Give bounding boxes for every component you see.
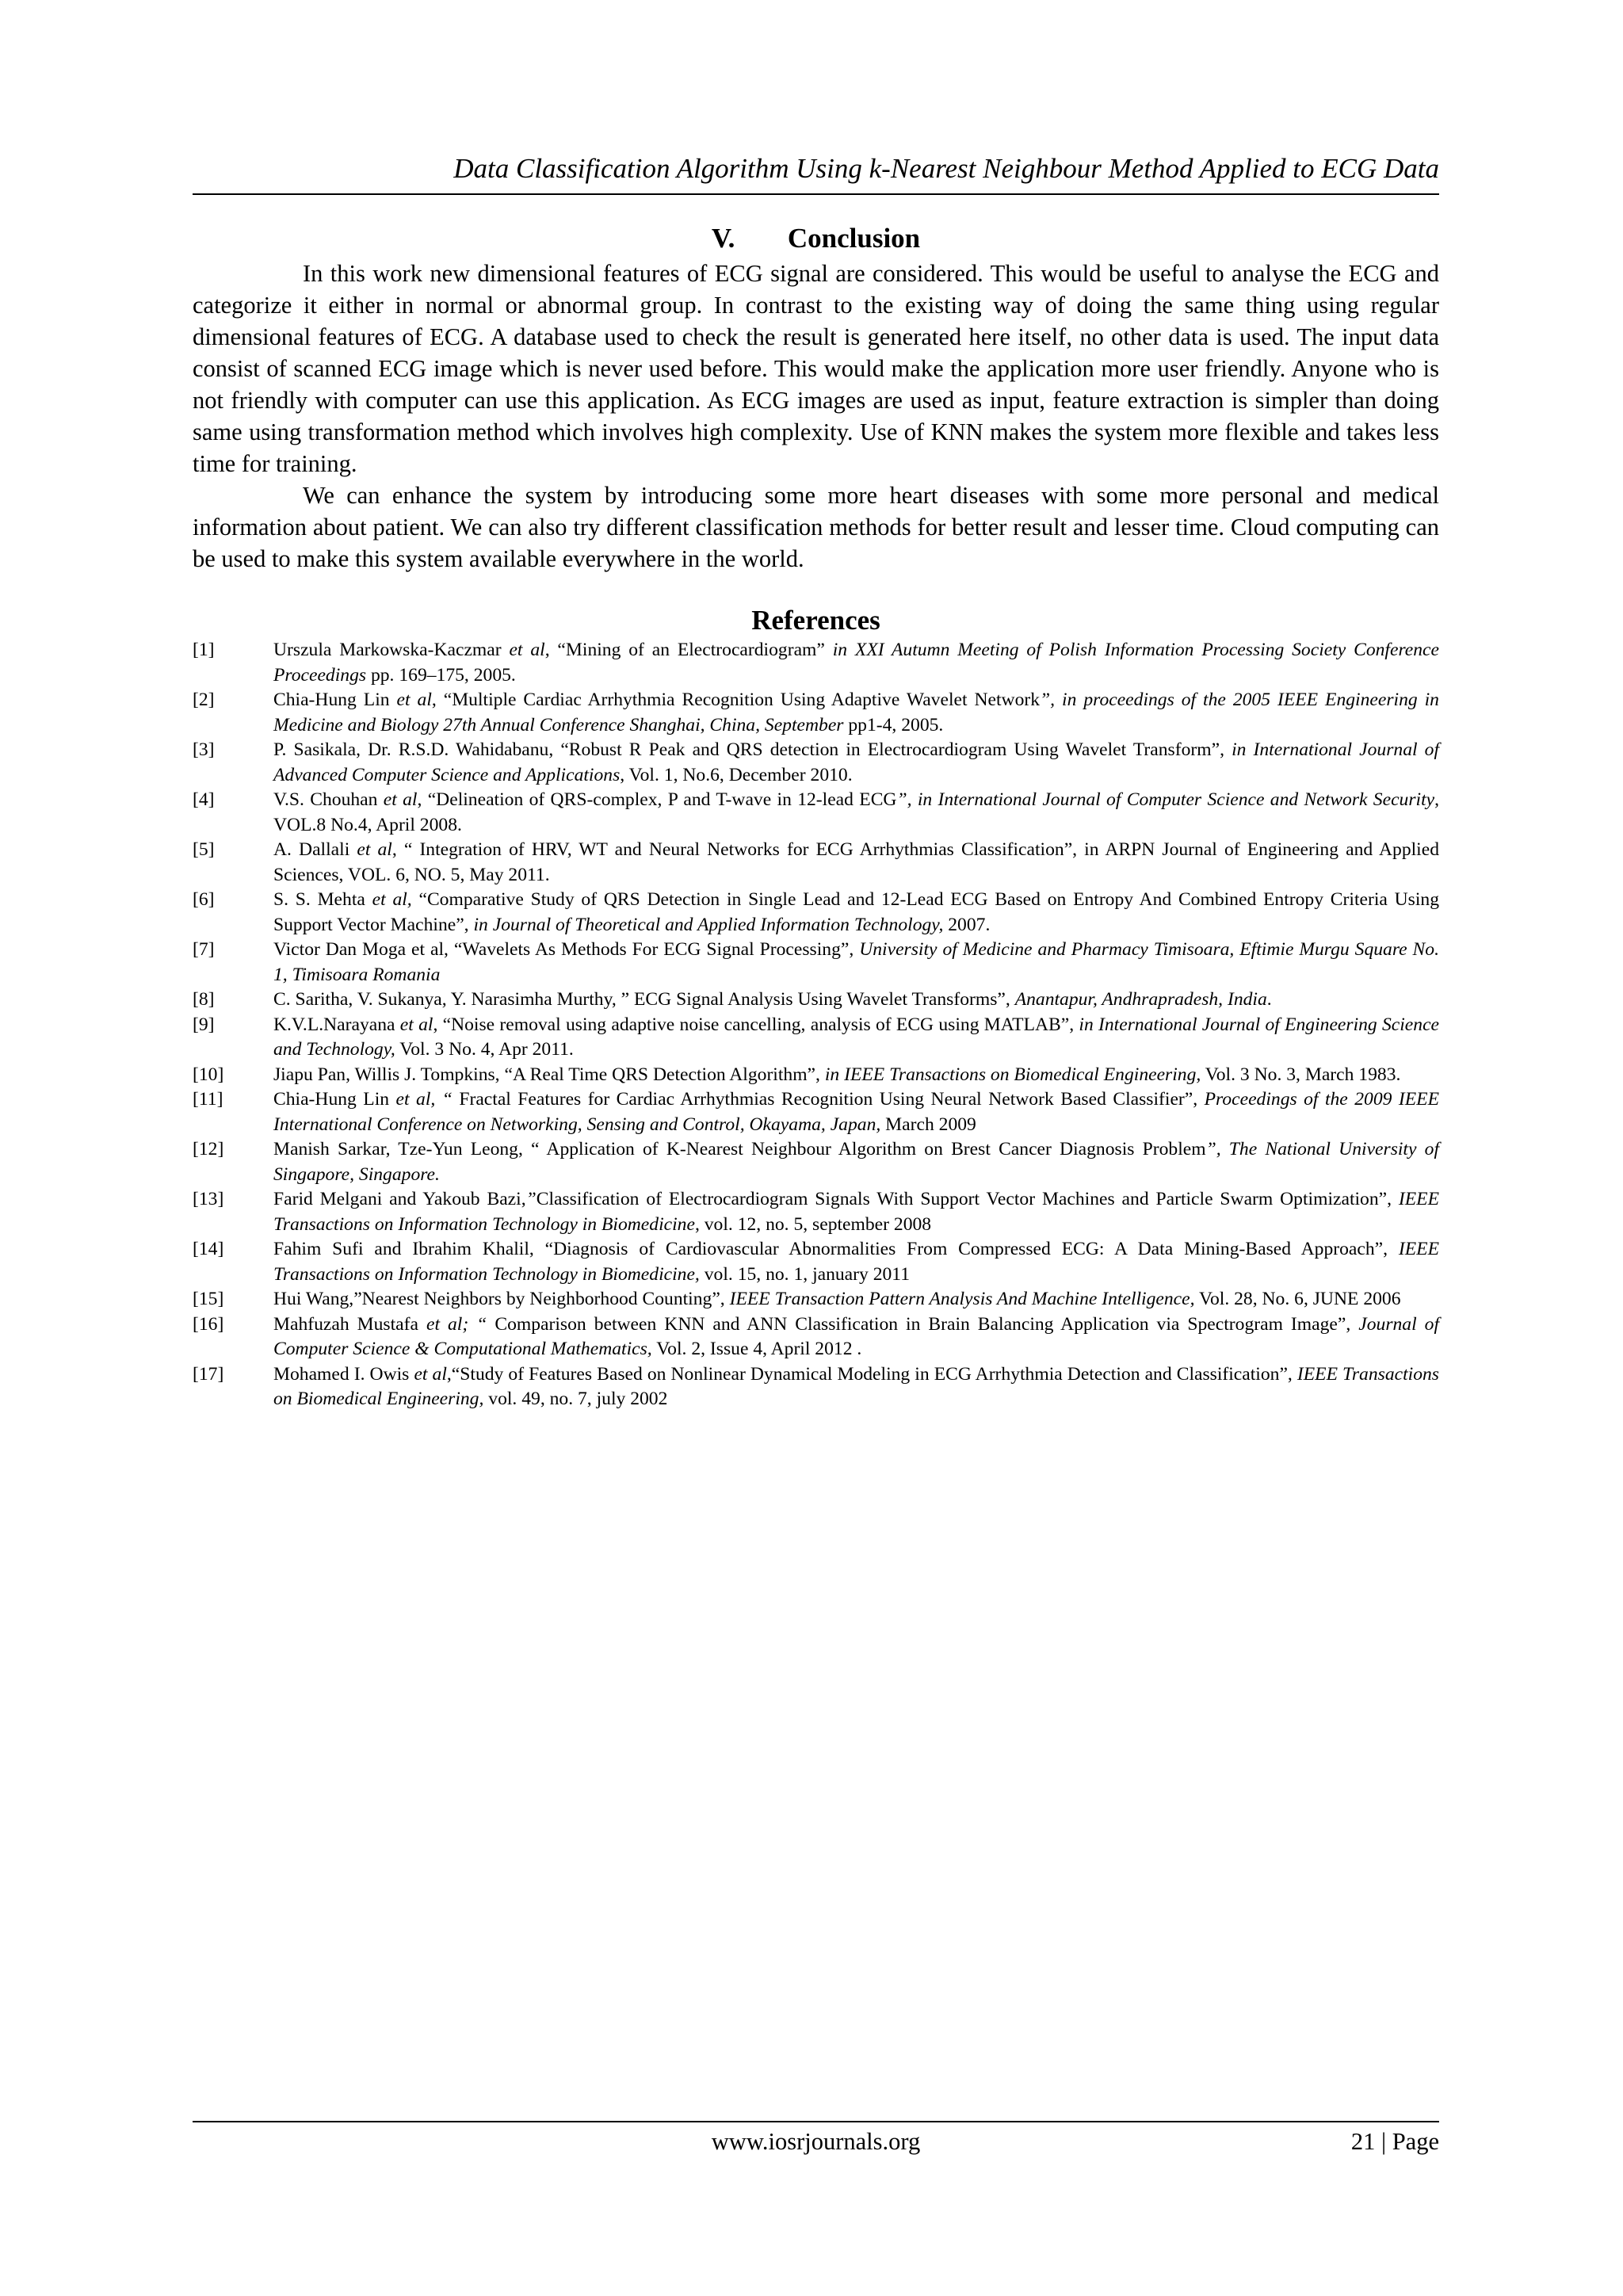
reference-text	[273, 738, 1439, 788]
reference-text	[273, 788, 1439, 838]
reference-segment: pp1-4, 2005.	[843, 714, 944, 735]
reference-text	[273, 1312, 1439, 1362]
reference-text	[273, 1013, 1439, 1063]
conclusion-paragraph: We can enhance the system by introducing some more heart diseases with some more personal and medical information about patient. We can also try different classification methods for better result and lesser time. Cloud computing can be used to make this system available everywhere in the world.	[193, 482, 1439, 572]
reference-segment: “Comparative Study of QRS Detection in Single Lead and 12-Lead ECG Based on Entropy And Combined Entropy Criteria Using Support Vector Machine”,	[273, 889, 1439, 935]
reference-segment: , “Mining of an Electrocardiogram”	[544, 640, 833, 660]
reference-italic-segment: IEEE Transaction Pattern Analysis And Machine Intelligence,	[729, 1289, 1195, 1309]
reference-text	[273, 1287, 1439, 1312]
reference-number: [5]	[193, 839, 215, 860]
reference-item	[193, 688, 1439, 738]
reference-list	[193, 638, 1439, 1412]
reference-italic-segment: University of Medicine and Pharmacy Timisoara, Eftimie Murgu Square No. 1, Timisoara Romania	[273, 939, 1439, 985]
reference-segment: Victor Dan Moga et al, “Wavelets As Methods For ECG Signal Processing”,	[273, 939, 860, 960]
section-title: Conclusion	[787, 223, 921, 254]
reference-segment: S. S. Mehta	[273, 889, 372, 910]
reference-text	[273, 1087, 1439, 1137]
reference-item	[193, 1063, 1439, 1088]
reference-italic-segment: IEEE Transactions on Information Technology in Biomedicine	[273, 1189, 1439, 1235]
reference-segment: Comparison between KNN and ANN Classification in Brain Balancing Application via Spectrogram Image”,	[487, 1313, 1359, 1335]
reference-italic-segment: ”, The National University of Singapore, Singapore.	[273, 1139, 1439, 1185]
reference-item	[193, 788, 1439, 838]
reference-segment: , “Delineation of QRS-complex, P and T-wave in 12-lead ECG	[417, 789, 897, 810]
reference-number: [13]	[193, 1189, 224, 1209]
reference-item	[193, 1287, 1439, 1312]
reference-segment: Vol. 2, Issue 4, April 2012 .	[651, 1339, 862, 1359]
reference-italic-segment: et al	[399, 1014, 433, 1035]
reference-text	[273, 938, 1439, 988]
reference-item	[193, 1137, 1439, 1187]
reference-text	[273, 1187, 1439, 1237]
reference-number: [10]	[193, 1064, 224, 1085]
reference-italic-segment: in Journal of Theoretical and Applied Information Technology,	[473, 914, 944, 935]
reference-italic-segment: Journal of Computer Science & Computational Mathematics,	[273, 1313, 1440, 1359]
reference-text	[273, 638, 1439, 688]
reference-segment: V.S. Chouhan	[273, 789, 384, 810]
reference-text	[273, 1137, 1439, 1187]
reference-item	[193, 938, 1439, 988]
reference-italic-segment: et al	[414, 1363, 447, 1385]
footer-url: www.iosrjournals.org	[711, 2128, 921, 2155]
reference-item	[193, 988, 1439, 1013]
reference-segment: Chia-Hung Lin	[273, 1089, 396, 1110]
reference-segment: pp. 169–175, 2005.	[366, 664, 516, 686]
reference-italic-segment: ”, in International Journal of Computer Science and Network Security	[896, 789, 1435, 810]
reference-segment: .	[1266, 989, 1272, 1010]
reference-text	[273, 888, 1439, 938]
reference-italic-segment: in International Journal of Engineering Science and Technology,	[273, 1014, 1440, 1060]
reference-italic-segment: in XXI Autumn Meeting of Polish Information Processing Society Conference Proceedings	[273, 640, 1439, 686]
reference-segment: Hui Wang,”Nearest Neighbors by Neighborhood Counting”,	[273, 1289, 730, 1309]
reference-italic-segment: in IEEE Transactions on Biomedical Engineering,	[824, 1064, 1201, 1085]
reference-segment: , vol. 12, no. 5, september 2008	[694, 1213, 932, 1235]
reference-segment: Farid Melgani and Yakoub Bazi,	[273, 1189, 526, 1209]
reference-segment: Mohamed I. Owis	[273, 1363, 414, 1385]
reference-segment: vol. 49, no. 7, july 2002	[483, 1389, 668, 1409]
reference-segment: Fractal Features for Cardiac Arrhythmias Recognition Using Neural Network Based Classifier”,	[452, 1089, 1205, 1110]
reference-italic-segment: et al, “	[395, 1089, 453, 1110]
reference-text	[273, 1237, 1439, 1287]
reference-italic-segment: in International Journal of Advanced Computer Science and Applications	[273, 739, 1439, 785]
reference-italic-segment: Anantapur, Andhrapradesh, India	[1014, 989, 1267, 1010]
section-heading	[193, 222, 1439, 255]
reference-text	[273, 688, 1439, 738]
reference-segment: , “Noise removal using adaptive noise cancelling, analysis of ECG using MATLAB”,	[433, 1014, 1079, 1035]
conclusion-body	[193, 258, 1439, 575]
running-header: Data Classification Algorithm Using k-Nearest Neighbour Method Applied to ECG Data	[453, 153, 1439, 184]
reference-text	[273, 988, 1439, 1013]
reference-segment: vol. 15, no. 1, january 2011	[699, 1263, 911, 1285]
reference-segment: Jiapu Pan, Willis J. Tompkins, “A Real Time QRS Detection Algorithm”,	[273, 1064, 825, 1085]
reference-segment: , Vol. 1, No.6, December 2010.	[620, 764, 853, 785]
conclusion-paragraph: In this work new dimensional features of ECG signal are considered. This would be useful to analyse the ECG and categorize it either in normal or abnormal group. In contrast to the existing way of doing the same thing using regular dimensional features of ECG. A database used to check the result is generated here itself, no other data is used. The input data consist of scanned ECG image which is never used before. This would make the application more user friendly. Anyone who is not friendly with computer can use this application. As ECG images are used as input, feature extraction is simpler than doing same using transformation method which involves high complexity. Use of KNN makes the system more flexible and takes less time for training.	[193, 260, 1439, 477]
reference-number: [2]	[193, 690, 215, 710]
reference-text	[273, 1063, 1439, 1088]
reference-item	[193, 638, 1439, 688]
reference-item	[193, 888, 1439, 938]
reference-segment: , “Multiple Cardiac Arrhythmia Recognition Using Adaptive Wavelet Network	[431, 690, 1041, 710]
reference-segment: , “ Integration of HRV, WT and Neural Networks for ECG Arrhythmias Classification”, in ARPN Journal of Engineering and Applied Sciences, VOL. 6, NO. 5, May 2011.	[273, 839, 1440, 885]
reference-italic-segment: ”	[525, 1189, 537, 1209]
reference-segment: Chia-Hung Lin	[273, 690, 397, 710]
reference-item	[193, 1187, 1439, 1237]
reference-italic-segment: Proceedings of the 2009 IEEE International Conference on Networking, Sensing and Control, Okayama, Japan,	[273, 1089, 1439, 1135]
reference-number: [7]	[193, 939, 215, 960]
reference-segment: P. Sasikala, Dr. R.S.D. Wahidabanu, “Robust R Peak and QRS detection in Electrocardiogram Using Wavelet Transform”,	[273, 739, 1232, 760]
reference-number: [9]	[193, 1014, 215, 1035]
section-number: V.	[711, 223, 735, 254]
reference-item	[193, 1362, 1439, 1412]
reference-number: [8]	[193, 989, 215, 1010]
reference-segment: Vol. 3 No. 3, March 1983.	[1201, 1064, 1401, 1085]
reference-item	[193, 738, 1439, 788]
reference-segment: C. Saritha, V. Sukanya, Y. Narasimha Murthy, ” ECG Signal Analysis Using Wavelet Transforms”,	[273, 989, 1015, 1010]
page-number: 21 | Page	[1350, 2128, 1439, 2155]
reference-segment: Vol. 3 No. 4, Apr 2011.	[395, 1039, 574, 1060]
reference-text	[273, 838, 1439, 888]
reference-segment: Manish Sarkar, Tze-Yun Leong, “ Application of K-Nearest Neighbour Algorithm on Brest Cancer Diagnosis Problem	[273, 1139, 1206, 1159]
reference-segment: ,“Study of Features Based on Nonlinear Dynamical Modeling in ECG Arrhythmia Detection and Classification”,	[446, 1363, 1297, 1385]
reference-number: [4]	[193, 789, 215, 810]
reference-segment: Fahim Sufi and Ibrahim Khalil, “Diagnosis of Cardiovascular Abnormalities From Compressed ECG: A Data Mining-Based Approach”,	[273, 1239, 1399, 1259]
reference-segment: Urszula Markowska-Kaczmar	[273, 640, 510, 660]
reference-item	[193, 1312, 1439, 1362]
reference-segment: , VOL.8 No.4, April 2008.	[273, 789, 1440, 835]
reference-text	[273, 1362, 1439, 1412]
reference-italic-segment: et al	[396, 690, 432, 710]
reference-italic-segment: et al,	[372, 889, 412, 910]
reference-segment: K.V.L.Narayana	[273, 1014, 400, 1035]
reference-number: [12]	[193, 1139, 224, 1159]
reference-segment: Vol. 28, No. 6, JUNE 2006	[1194, 1289, 1401, 1309]
reference-italic-segment: IEEE Transactions on Biomedical Engineering,	[273, 1363, 1439, 1409]
reference-item	[193, 1087, 1439, 1137]
reference-number: [17]	[193, 1363, 224, 1385]
reference-italic-segment: IEEE Transactions on Information Technology in Biomedicine,	[273, 1239, 1439, 1285]
reference-segment: A. Dallali	[273, 839, 357, 860]
reference-number: [3]	[193, 739, 215, 760]
reference-italic-segment: et al	[357, 839, 392, 860]
footer-divider	[193, 2121, 1439, 2122]
reference-segment: 2007.	[943, 914, 991, 935]
reference-italic-segment: et al	[383, 789, 418, 810]
reference-segment: Classification of Electrocardiogram Signals With Support Vector Machines and Particle Swarm Optimization”,	[536, 1189, 1399, 1209]
references-heading: References	[751, 605, 880, 636]
reference-number: [1]	[193, 640, 215, 660]
reference-number: [11]	[193, 1089, 223, 1110]
header-divider	[193, 193, 1439, 195]
reference-segment: Mahfuzah Mustafa	[273, 1313, 426, 1335]
reference-item	[193, 1013, 1439, 1063]
reference-italic-segment: et al; “	[426, 1313, 487, 1335]
reference-item	[193, 1237, 1439, 1287]
reference-number: [14]	[193, 1239, 224, 1259]
reference-number: [6]	[193, 889, 215, 910]
reference-italic-segment: et al	[509, 640, 545, 660]
reference-item	[193, 838, 1439, 888]
reference-italic-segment: ”, in proceedings of the 2005 IEEE Engineering in Medicine and Biology 27th Annual Conference Shanghai, China, September	[273, 690, 1439, 735]
reference-number: [16]	[193, 1313, 224, 1335]
reference-segment: March 2009	[880, 1114, 976, 1135]
reference-number: [15]	[193, 1289, 224, 1309]
